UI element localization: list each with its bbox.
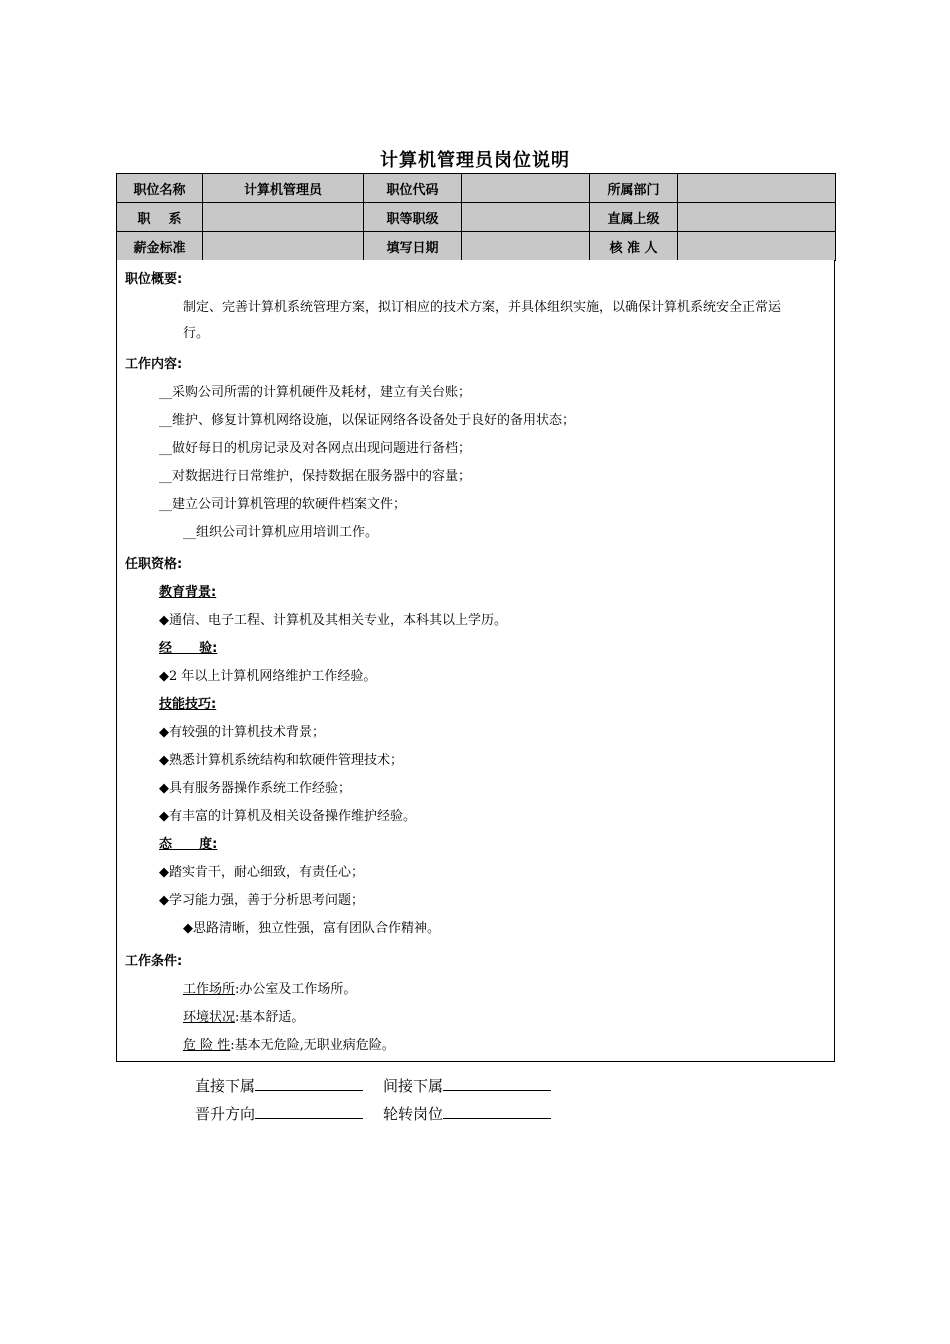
duty-item: __建立公司计算机管理的软硬件档案文件；: [159, 497, 407, 512]
risk-label: 危 险 性: [183, 1038, 231, 1053]
value-position-code: [462, 174, 590, 203]
value-department: [678, 174, 836, 203]
duties-title: 工作内容:: [125, 357, 183, 372]
label-supervisor: 直属上级: [590, 203, 678, 232]
skill-item: ◆具有服务器操作系统工作经验；: [159, 781, 351, 796]
header-row: [117, 203, 836, 232]
header-row: [117, 232, 836, 261]
duty-item: __做好每日的机房记录及对各网点出现问题进行备档；: [159, 441, 472, 456]
risk-value: :基本无危险,无职业病危险。: [230, 1038, 395, 1053]
attitude-item: ◆踏实肯干，耐心细致，有责任心；: [159, 865, 364, 880]
skill-item: ◆有丰富的计算机及相关设备操作维护经验。: [159, 809, 416, 824]
header-row: [117, 174, 836, 203]
duties-section: [116, 345, 835, 546]
qualifications-section: [116, 545, 835, 943]
direct-reports-blank: [255, 1076, 363, 1091]
duty-item: __组织公司计算机应用培训工作。: [183, 525, 379, 540]
footer-indirect-reports: [383, 1075, 551, 1096]
education-text: ◆通信、电子工程、计算机及其相关专业，本科其以上学历。: [159, 613, 507, 628]
skills-label: 技能技巧:: [159, 697, 217, 712]
overview-text-line1: 制定、完善计算机系统管理方案，拟订相应的技术方案，并具体组织实施，以确保计算机系统安全正常运: [183, 300, 782, 315]
environment-value: :基本舒适。: [235, 1010, 305, 1025]
conditions-section: [116, 942, 835, 1062]
label-salary: 薪金标准: [117, 232, 203, 261]
overview-section: [116, 260, 835, 346]
promotion-blank: [255, 1104, 363, 1119]
indirect-reports-label: 间接下属: [383, 1077, 444, 1095]
label-department: 所属部门: [590, 174, 678, 203]
label-position-name: 职位名称: [117, 174, 203, 203]
place-label: 工作场所: [183, 982, 236, 997]
footer-direct-reports: [195, 1075, 363, 1096]
overview-text-line2: 行。: [183, 326, 210, 341]
attitude-label: 态 度:: [159, 837, 218, 852]
duty-item: __采购公司所需的计算机硬件及耗材，建立有关台账；: [159, 385, 472, 400]
direct-reports-label: 直接下属: [195, 1077, 256, 1095]
conditions-title: 工作条件:: [125, 954, 183, 969]
promotion-label: 晋升方向: [195, 1105, 256, 1123]
value-approver: [678, 232, 836, 261]
footer-rotation: [383, 1103, 551, 1124]
value-supervisor: [678, 203, 836, 232]
footer-promotion: [195, 1103, 363, 1124]
label-grade: 职等职级: [364, 203, 462, 232]
education-label: 教育背景:: [159, 585, 217, 600]
label-fill-date: 填写日期: [364, 232, 462, 261]
environment-label: 环境状况: [183, 1010, 236, 1025]
skill-item: ◆熟悉计算机系统结构和软硬件管理技术；: [159, 753, 403, 768]
page-title: 计算机管理员岗位说明: [380, 150, 570, 171]
value-fill-date: [462, 232, 590, 261]
indirect-reports-blank: [443, 1076, 551, 1091]
rotation-blank: [443, 1104, 551, 1119]
value-grade: [462, 203, 590, 232]
attitude-item: ◆学习能力强，善于分析思考问题；: [159, 893, 364, 908]
overview-title: 职位概要:: [125, 272, 183, 287]
label-position-code: 职位代码: [364, 174, 462, 203]
condition-risk: [183, 1034, 395, 1053]
value-position-name: 计算机管理员: [203, 174, 364, 203]
value-job-family: [203, 203, 364, 232]
rotation-label: 轮转岗位: [383, 1105, 444, 1123]
experience-label: 经 验:: [159, 641, 218, 656]
skill-item: ◆有较强的计算机技术背景；: [159, 725, 325, 740]
label-job-family: 职 系: [117, 203, 203, 232]
duty-item: __维护、修复计算机网络设施，以保证网络各设备处于良好的备用状态；: [159, 413, 576, 428]
attitude-item: ◆思路清晰，独立性强，富有团队合作精神。: [183, 921, 440, 936]
header-table: [116, 173, 836, 261]
value-salary: [203, 232, 364, 261]
experience-text: ◆2 年以上计算机网络维护工作经验。: [159, 669, 377, 684]
duty-item: __对数据进行日常维护，保持数据在服务器中的容量；: [159, 469, 472, 484]
label-approver: 核 准 人: [590, 232, 678, 261]
place-value: :办公室及工作场所。: [235, 982, 357, 997]
condition-environment: [183, 1006, 304, 1025]
qualifications-title: 任职资格:: [125, 557, 183, 572]
condition-place: [183, 978, 356, 997]
